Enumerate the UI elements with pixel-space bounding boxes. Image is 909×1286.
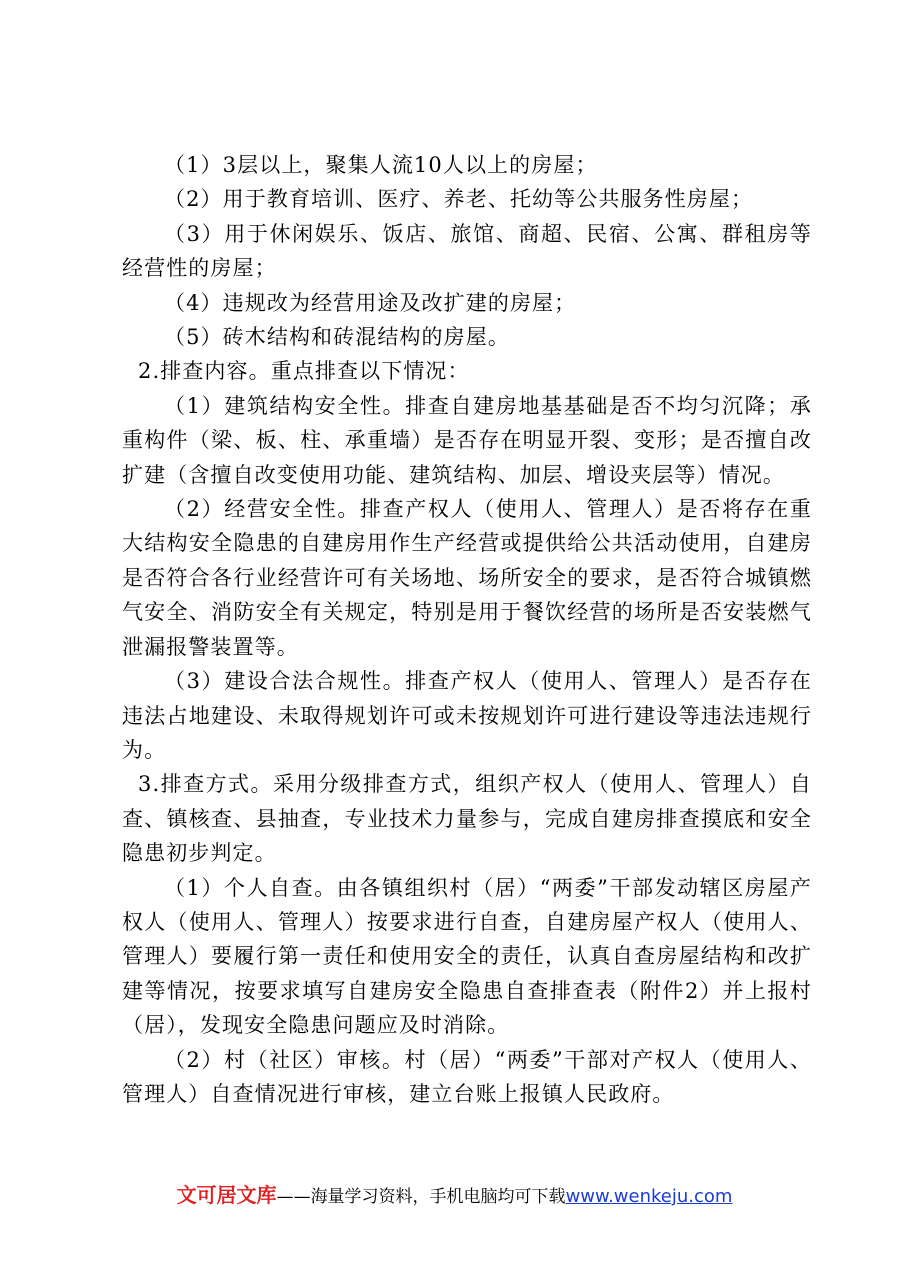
footer-slogan: ——海量学习资料，手机电脑均可下载 [276, 1187, 566, 1207]
paragraph-business-safety: （2）经营安全性。排查产权人（使用人、管理人）是否将存在重大结构安全隐患的自建房用作生产经营或提供给公共活动使用，自建房是否符合各行业经营许可有关场地、场所安全的要求，是否符合城镇燃气安全、消防安全有关规定，特别是用于餐饮经营的场所是否安装燃气泄漏报警装置等。 [122, 497, 812, 659]
list-item: （2）用于教育培训、医疗、养老、托幼等公共服务性房屋； [164, 187, 754, 212]
section-heading-investigation-method: 3.排查方式。采用分级排查方式，组织产权人（使用人、管理人）自查、镇核查、县抽查，专业技术力量参与，完成自建房排查摸底和安全隐患初步判定。 [122, 772, 812, 866]
footer-brand: 文可居文库 [176, 1183, 277, 1207]
footer-watermark [0, 1182, 909, 1210]
footer-link[interactable]: www.wenkeju.com [565, 1186, 733, 1207]
list-item: （3）用于休闲娱乐、饭店、旅馆、商超、民宿、公寓、群租房等经营性的房屋； [122, 221, 812, 281]
list-item: （4）违规改为经营用途及改扩建的房屋； [164, 290, 577, 315]
section-heading-investigation-content: 2.排查内容。重点排查以下情况： [138, 359, 470, 384]
document-body [122, 148, 812, 1111]
list-item: （5）砖木结构和砖混结构的房屋。 [164, 325, 510, 350]
list-item: （1）3层以上，聚集人流10人以上的房屋； [164, 153, 598, 177]
paragraph-self-check: （1）个人自查。由各镇组织村（居）“两委”干部发动辖区房屋产权人（使用人、管理人）按要求进行自查，自建房屋产权人（使用人、管理人）要履行第一责任和使用安全的责任，认真自查房屋结构和改扩建等情况，按要求填写自建房安全隐患自查排查表（附件2）并上报村（居），发现安全隐患问题应及时消除。 [122, 875, 812, 1038]
paragraph-village-review: （2）村（社区）审核。村（居）“两委”干部对产权人（使用人、管理人）自查情况进行审核，建立台账上报镇人民政府。 [122, 1047, 812, 1106]
paragraph-structural-safety: （1）建筑结构安全性。排查自建房地基基础是否不均匀沉降；承重构件（梁、板、柱、承重墙）是否存在明显开裂、变形；是否擅自改扩建（含擅自改变使用功能、建筑结构、加层、增设夹层等）情况。 [122, 393, 812, 487]
paragraph-legal-compliance: （3）建设合法合规性。排查产权人（使用人、管理人）是否存在违法占地建设、未取得规划许可或未按规划许可进行建设等违法违规行为。 [122, 669, 812, 762]
